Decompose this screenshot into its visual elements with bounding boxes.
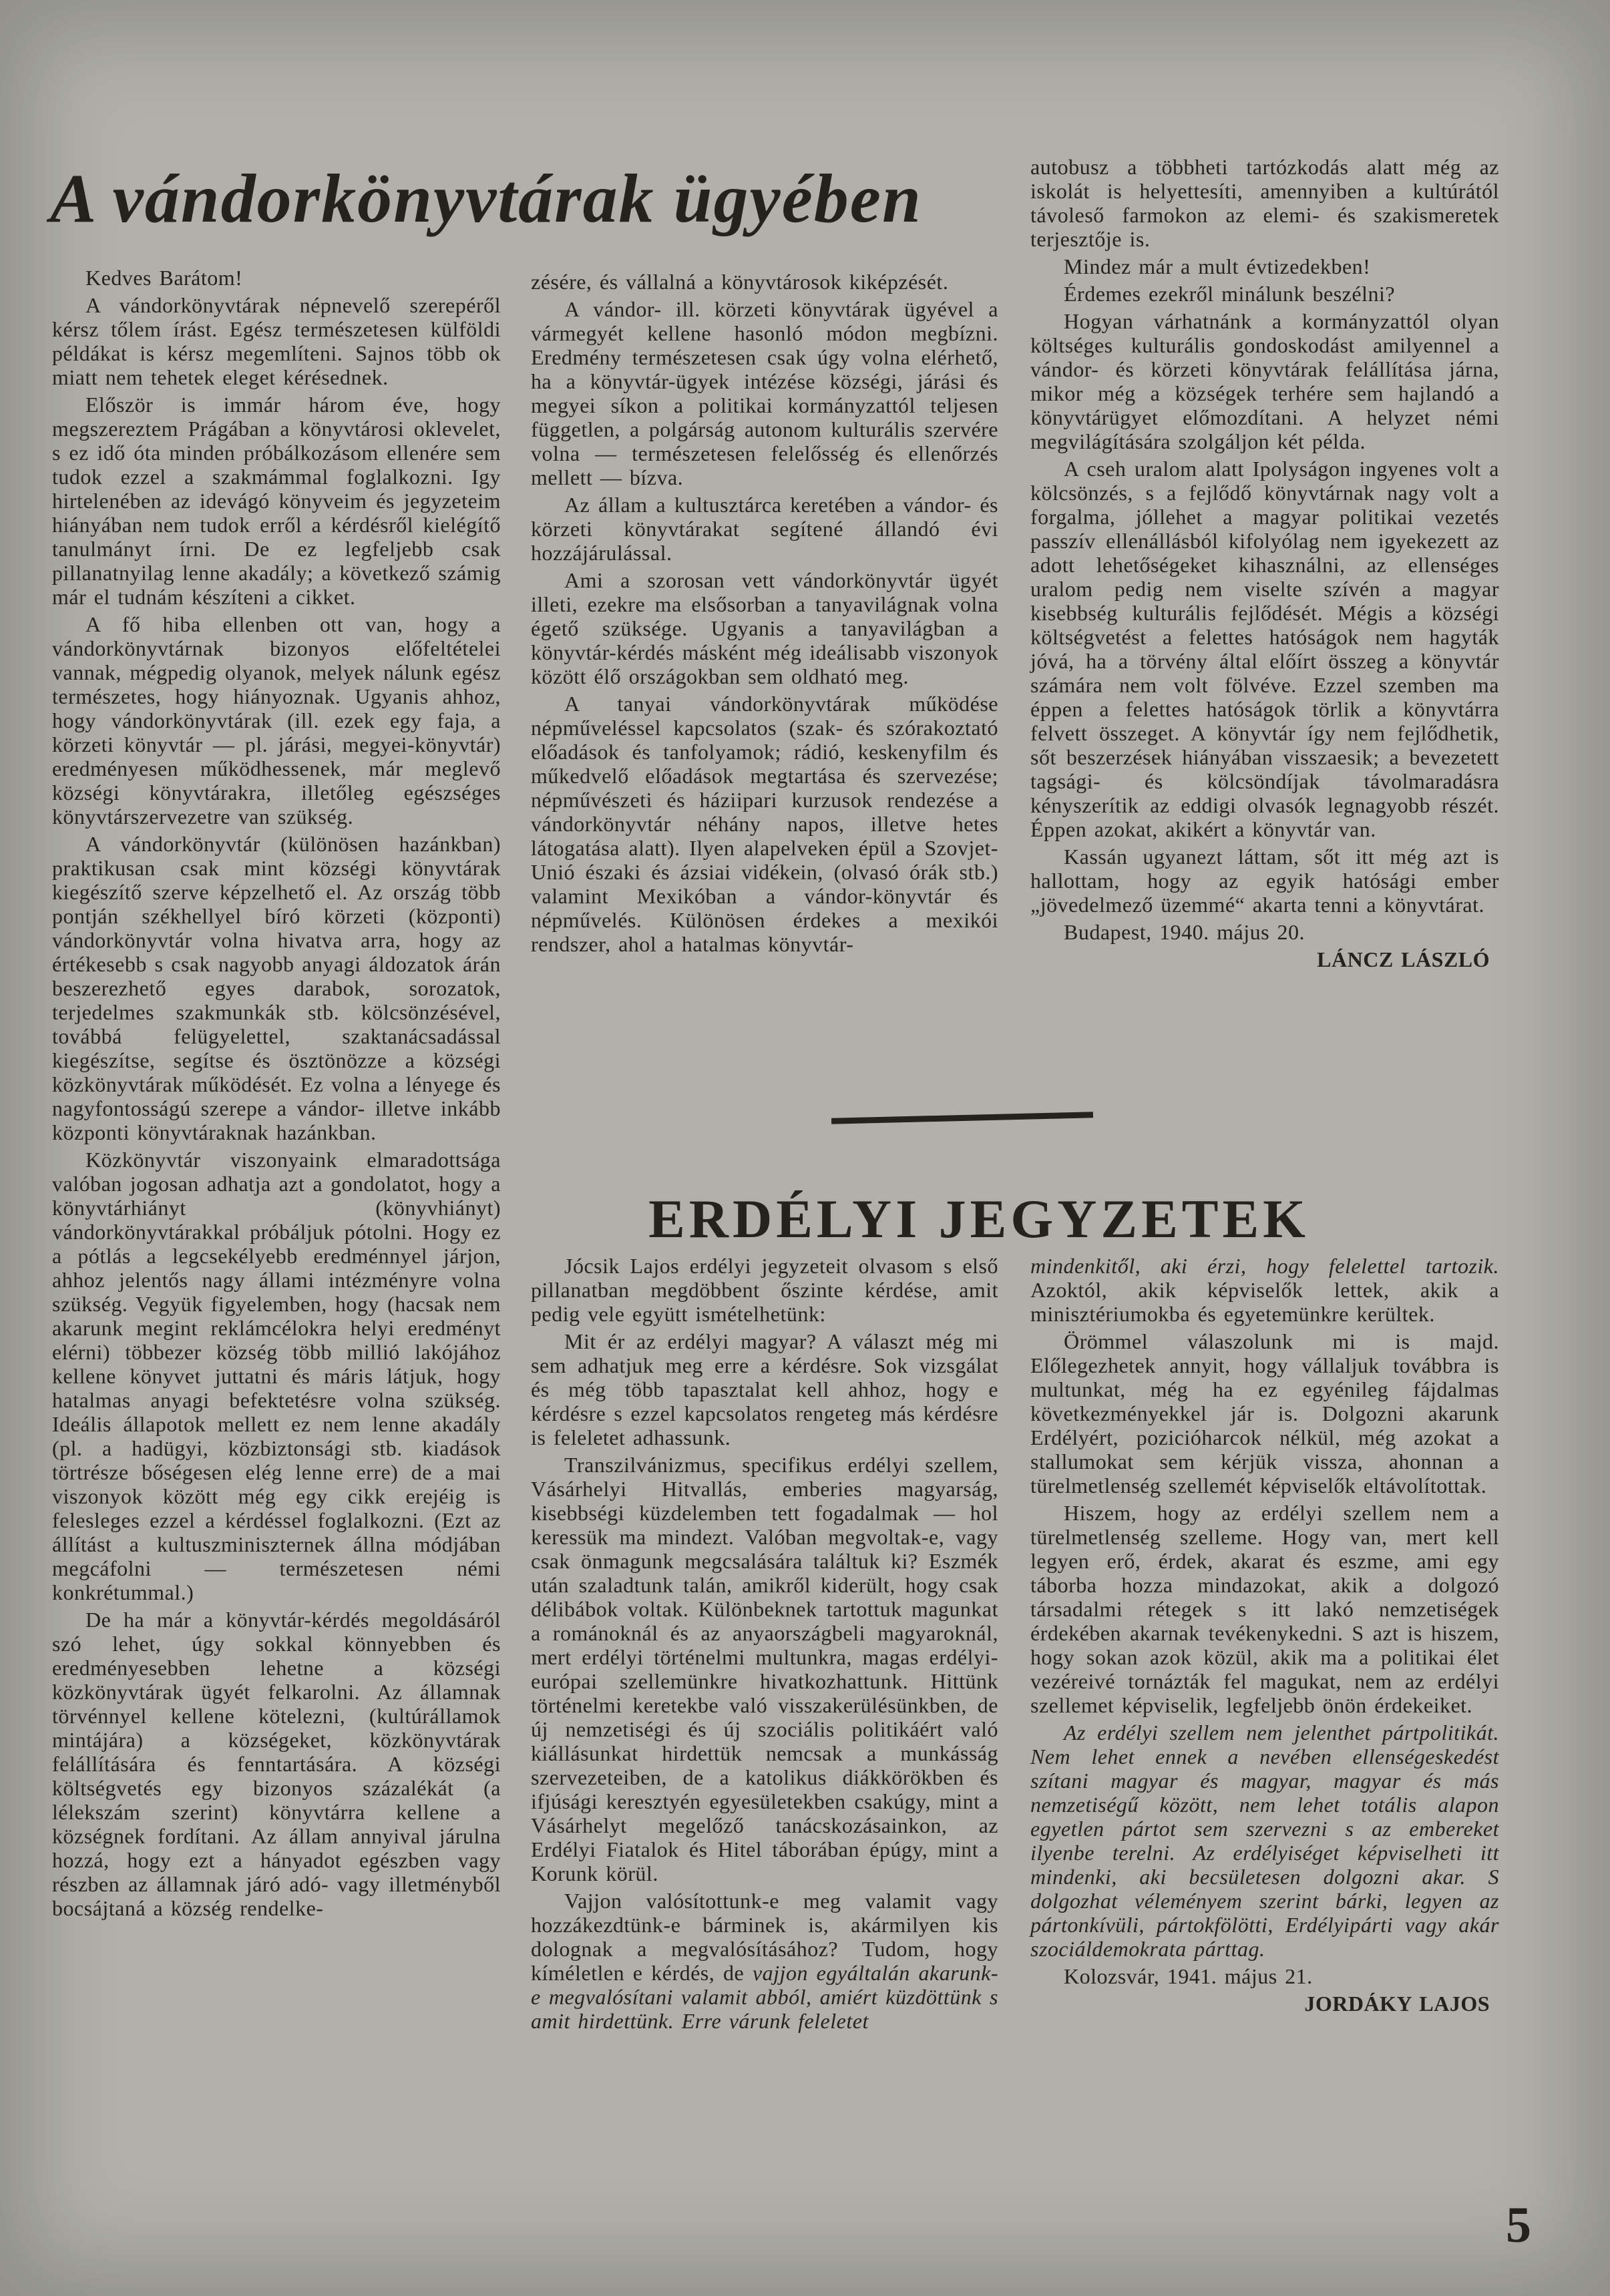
paragraph: Az állam a kultusztárca keretében a vándor- és körzeti könyvtárakat segítené állandó évi hozzájárulással. xyxy=(531,493,998,565)
dateline: Kolozsvár, 1941. május 21. xyxy=(1064,1964,1313,1988)
paragraph: A vándorkönyvtár (különösen hazánkban) praktikusan csak mint községi könyvtárak kiegészítő szerve képzelhető el. Az ország több pontján székhellyel bíró körzeti (központi) vándorkönyvtár volna hivatva arra, hogy az értékesebb s csak nagyobb anyagi áldozatok árán beszerezhető egyes darabok, sorozatok, terjedelmes szakmunkák stb. kölcsönzésével, továbbá felügyelettel, szaktanácsadással kiegészítse, segítse és ösztönözze a községi közkönyvtárak működését. Ez volna a lényege és nagyfontosságú szerepe a vándor- illetve inkább központi könyvtáraknak hazánkban. xyxy=(52,832,501,1144)
signature: LÁNCZ LÁSZLÓ xyxy=(1317,947,1490,971)
paragraph: A cseh uralom alatt Ipolyságon ingyenes volt a kölcsönzés, s a fejlődő könyvtárnak nagy volt a forgalma, jóllehet a magyar politikai vezetés passzív ellenállásból kifolyólag nem igyekezett az adott lehetőségeket kihasználni, az ellenséges uralom pedig nem viselte szívén a magyar kisebbség kulturális fejlődését. Mégis a községi költségvetést a felettes hatóságok nem hagyták jóvá, ha a törvény által előírt összeg a könyvtár számára nem volt fölvéve. Ezzel szemben ma éppen a felettes hatóságok törlik a könyvtárra felvett összeget. A könyvtár így nem fejlődhetik, sőt beszerzések hiányában visszaesik; a bevezetett tagsági- és kölcsöndíjak távolmaradásra kényszerítik az eddigi olvasók legnagyobb részét. Éppen azokat, akikért a könyvtár van. xyxy=(1030,457,1499,841)
paragraph: Ami a szorosan vett vándorkönyvtár ügyét illeti, ezekre ma elsősorban a tanyavilágnak volna égető szüksége. Ugyanis a tanyavilágban a könyvtár-kérdés másként még ideálisabb viszonyok között élő országokban sem oldható meg. xyxy=(531,568,998,688)
text-run: Azoktól, akik képviselők lettek, akik a minisztériumokba és egyetemünkre kerültek. xyxy=(1030,1278,1499,1326)
paragraph: Az erdélyi szellem nem jelenthet pártpolitikát. Nem lehet ennek a nevében ellenségeskedést szítani magyar és magyar, magyar és más nemzetiségű között, nem lehet totális alapon egyetlen pártot sem szervezni s az embereket ilyenbe terelni. Az erdélyiséget képviselheti itt mindenki, aki becsületesen dolgozni akar. S dolgozhat véleményem szerint bárki, legyen az pártonkívüli, pártokfölötti, Erdélyipárti vagy akár szociáldemokrata párttag. xyxy=(1030,1720,1499,1961)
paragraph: Hogyan várhatnánk a kormányzattól olyan költséges kulturális gondoskodást amilyennel a vándor- és körzeti könyvtárak felállítása járna, mikor még a községek terhére sem hajlandó a könyvtárügyet előmozdítani. A helyzet némi megvilágítására szolgáljon két példa. xyxy=(1030,309,1499,453)
paragraph: Közkönyvtár viszonyaink elmaradottsága valóban jogosan adhatja azt a gondolatot, hogy a könyvtárhiányt (könyvhiányt) vándorkönyvtárakkal próbáljuk pótolni. Hogy ez a pótlás a legcsekélyebb eredménnyel járjon, ahhoz jelentős nagy állami intézményre volna szükség. Vegyük figyelemben, hogy (hacsak nem akarunk megint reklámcélokra helyi eredményt elérni) többezer község több millió lakójához kellene könyvet juttatni és máris látjuk, hogy hatalmas anyagi befektetésre volna szükség. Ideális állapotok mellett ez nem lenne akadály (pl. a hadügyi, közbiztonsági stb. kiadások törtrésze bőségesen elég lenne erre) de a mai viszonyok között még egy cikk erejéig is felesleges ezzel a kérdéssel foglalkozni. (Ezt az állítást a kultuszminiszternek állna módjában megcáfolni — természetesen némi konkrétummal.) xyxy=(52,1148,501,1604)
paragraph: De ha már a könyvtár-kérdés megoldásáról szó lehet, úgy sokkal könnyebben és eredményesebben lehetne a községi közkönyvtárak ügyét felkarolni. Az államnak törvénnyel kellene kötelezni, (kultúrállamok mintájára) a községeket, közkönyvtárak felállítására és fenntartására. A községi költségvetés egy bizonyos százalékát (a lélekszám szerint) könyvtárra kellene a községnek fordítani. Az állam annyival járulna hozzá, hogy ezt a hányadot egészben vagy részben az államnak járó adó- vagy illetményből bocsájtaná a község rendelke- xyxy=(52,1608,501,1920)
paragraph: Hiszem, hogy az erdélyi szellem nem a türelmetlenség szelleme. Hogy van, mert kell legyen erő, érdek, akarat és eszme, ami egy táborba hozza mindazokat, akik a dolgozó társadalmi rétegek s itt lakó nemzetiségek érdekében akarnak tevékenykedni. S azt is hiszem, hogy sokan azok közül, akik ma a politikai élet vezéreivé tornázták fel magukat, nem az erdélyi szellemet képviselik, legfeljebb önön érdekeiket. xyxy=(1030,1501,1499,1717)
page-number: 5 xyxy=(1506,2197,1531,2253)
paragraph xyxy=(1030,1254,1499,1326)
text-run: mindenkitől, aki érzi, hogy felelettel tartozik. xyxy=(1030,1254,1499,1278)
article2-column-left xyxy=(531,1254,998,2285)
article1-column1 xyxy=(52,266,501,2209)
paragraph xyxy=(531,1889,998,2033)
paragraph: zésére, és vállalná a könyvtárosok kiképzését. xyxy=(531,270,949,294)
article2-column-right xyxy=(1030,1254,1499,2285)
signature: JORDÁKY LAJOS xyxy=(1304,1992,1490,2016)
paragraph: A fő hiba ellenben ott van, hogy a vándorkönyvtárnak bizonyos előfeltételei vannak, mégpedig olyanok, melyek nálunk egész természetes, hogy hiányoznak. Ugyanis ahhoz, hogy vándorkönyvtárak (ill. ezek egy faja, a körzeti könyvtár — pl. járási, megyei-könyvtár) eredményesen működhessenek, már meglevő községi könyvtárakra, illetőleg egészséges könyvtárszervezetre van szükség. xyxy=(52,612,501,829)
article1-title: A vándorkönyvtárak ügyében xyxy=(50,160,922,237)
dateline: Budapest, 1940. május 20. xyxy=(1064,920,1305,944)
paragraph: autobusz a többheti tartózkodás alatt még az iskolát is helyettesíti, amennyiben a kultúrától távoleső farmokon az elemi- és szakismeretek terjesztője is. xyxy=(1030,155,1499,251)
article1-column2 xyxy=(531,270,998,1114)
paragraph: A tanyai vándorkönyvtárak működése népműveléssel kapcsolatos (szak- és szórakoztató előadások és tanfolyamok; rádió, keskenyfilm és műkedvelő előadások megtartása és szervezése; népművészeti és háziipari kurzusok rendezése a vándorkönyvtár néhány napos, illetve hetes látogatása alatt). Ilyen alapelveken épül a Szovjet-Unió északi és ázsiai vidékein, (olvasó órák stb.) valamint Mexikóban a vándor-könyvtár és népművelés. Különösen érdekes a mexikói rendszer, ahol a hatalmas könyvtár- xyxy=(531,692,998,956)
paragraph: Kassán ugyanezt láttam, sőt itt még azt is hallottam, hogy az egyik hatósági ember „jövedelmező üzemmé“ akarta tenni a könyvtárat. xyxy=(1030,845,1499,917)
paragraph: Először is immár három éve, hogy megszereztem Prágában a könyvtárosi oklevelet, s ez idő óta minden próbálkozásom ellenére sem tudok ezzel a szakmámmal foglalkozni. Igy hirtelenében az idevágó könyveim és jegyzeteim hiányában nem tudok erről a kérdésről kielégítő tanulmányt írni. De ez legfeljebb csak pillanatnyilag lenne akadály; a következő számig már el tudnám készíteni a cikket. xyxy=(52,393,501,609)
paragraph: Transzilvánizmus, specifikus erdélyi szellem, Vásárhelyi Hitvallás, emberies magyarság, kisebbségi küzdelemben tett fogadalmak — hol keressük ma mindezt. Valóban megvoltak-e, vagy csak önmagunk megcsalására találtuk ki? Eszmék után szaladtunk talán, amikről kiderült, hogy csak délibábok voltak. Különbeknek tartottuk magunkat a románoknál és az anyaországbeli magyaroknál, mert erdélyi történelmi multunkra, magas erdélyi-európai szellemünkre hivatkozhattunk. Hittünk történelmi keretekbe való visszakerülésünkben, de új nemzetiségi és új szociális politikáért való kiállásunkat hirdettük nemcsak a munkásság szervezeteiben, de a katolikus diákkörökben és ifjúsági keresztyén egyesületekben csakúgy, mint a Vásárhelyt megelőző tanácskozásainkon, az Erdélyi Fiatalok és Hitel táborában épúgy, mint a Korunk körül. xyxy=(531,1453,998,1885)
text-run: vajjon egyáltalán akarunk-e megvalósítani valamit abból, amiért küzdöttünk s amit hirdettünk. Erre várunk feleletet xyxy=(531,1961,999,2033)
paragraph: Örömmel válaszolunk mi is majd. Előlegezhetek annyit, hogy vállaljuk továbbra is multunkat, még ha ez egyénileg fájdalmas következményekkel jár is. Dolgozni akarunk Erdélyért, pozicióharcok nélkül, még azokat a stallumokat sem kérjük vissza, ahonnan a türelmetlenség szellemét képviselők eltávolítottak. xyxy=(1030,1329,1499,1498)
paragraph: Mindez már a mult évtizedekben! xyxy=(1064,254,1371,278)
paragraph: Mit ér az erdélyi magyar? A választ még mi sem adhatjuk meg erre a kérdésre. Sok vizsgálat és még több tapasztalat kell ahhoz, hogy e kérdésre s ezzel kapcsolatos rengeteg más kérdésre is feleletet adhassunk. xyxy=(531,1329,998,1449)
text-run: Vajjon valósítottunk-e meg valamit vagy hozzákezdtünk-e bárminek is, akármilyen kis dolognak a megvalósításához? Tudom, hogy kíméletlen e kérdés, de xyxy=(531,1889,998,1985)
paragraph: Érdemes ezekről minálunk beszélni? xyxy=(1064,282,1396,306)
paragraph: Jócsik Lajos erdélyi jegyzeteit olvasom s első pillanatban megdöbbent őszinte kérdése, amit pedig vele együtt ismételhetünk: xyxy=(531,1254,998,1326)
paragraph: A vándorkönyvtárak népnevelő szerepéről kérsz tőlem írást. Egész természetesen külföldi példákat is kérsz megemlíteni. Sajnos több ok miatt nem tehetek eleget kérésednek. xyxy=(52,293,501,389)
salutation: Kedves Barátom! xyxy=(85,266,243,290)
article1-column3 xyxy=(1030,155,1499,1116)
paragraph: A vándor- ill. körzeti könyvtárak ügyével a vármegyét kellene hasonló módon megbízni. Eredmény természetesen csak úgy volna elérhető, ha a könyvtár-ügyek intézése községi, járási és megyei síkon a politikai kormányzattól teljesen független, a polgárság autonom kulturális szervére volna — természetesen felelősség és ellenőrzés mellett — bízva. xyxy=(531,297,998,489)
article2-title: ERDÉLYI JEGYZETEK xyxy=(648,1188,1310,1250)
